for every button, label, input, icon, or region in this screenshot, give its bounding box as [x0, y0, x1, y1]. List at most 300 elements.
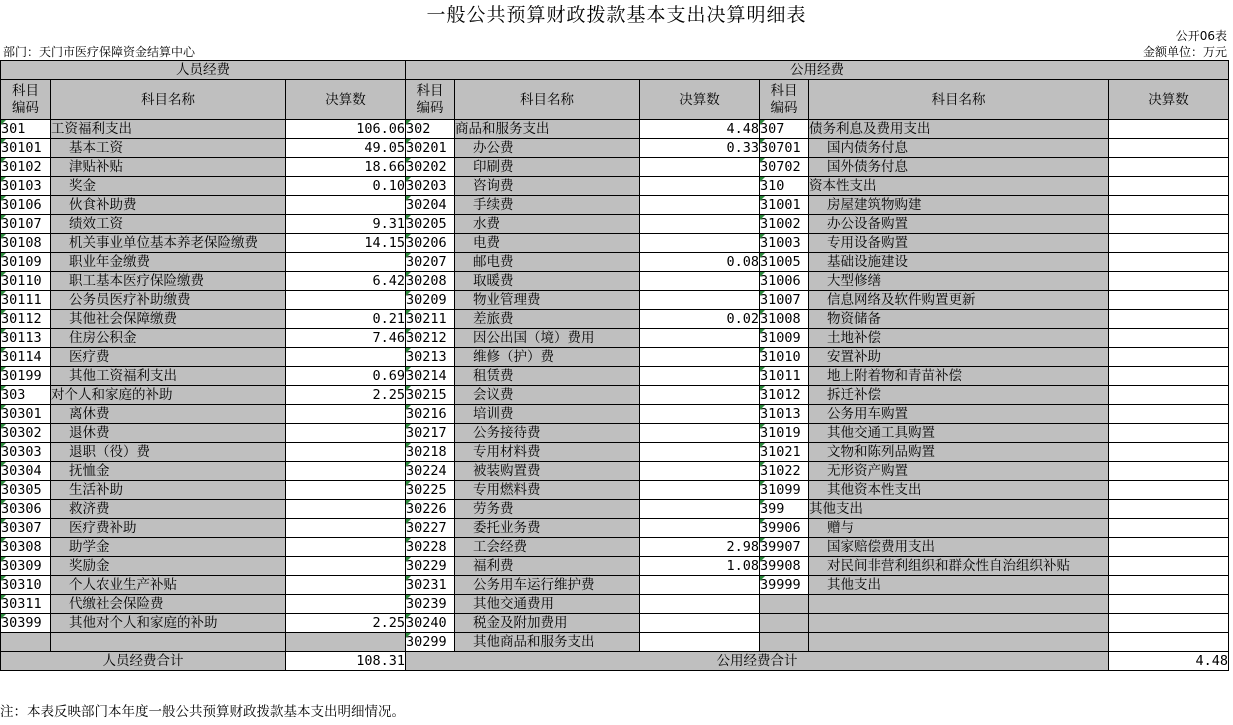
- row-code: 30302: [1, 424, 51, 443]
- row-amount: [640, 633, 760, 652]
- row-code: 30225: [406, 481, 455, 500]
- row-code: 30309: [1, 557, 51, 576]
- row-code: 30701: [760, 139, 809, 158]
- row-code: 30113: [1, 329, 51, 348]
- row-amount: [286, 576, 406, 595]
- table-row: [1, 253, 1229, 272]
- row-name: 工会经费: [455, 538, 640, 557]
- row-name: 其他支出: [809, 500, 1109, 519]
- row-name: 抚恤金: [51, 462, 286, 481]
- row-code: 30205: [406, 215, 455, 234]
- row-name: 取暖费: [455, 272, 640, 291]
- row-amount: [1109, 633, 1229, 652]
- row-amount: 7.46: [286, 329, 406, 348]
- row-name: 公务接待费: [455, 424, 640, 443]
- row-code: 30111: [1, 291, 51, 310]
- row-code: 30213: [406, 348, 455, 367]
- header-amount: 决算数: [1109, 80, 1229, 120]
- row-name: 培训费: [455, 405, 640, 424]
- row-name: 地上附着物和青苗补偿: [809, 367, 1109, 386]
- row-code: 30207: [406, 253, 455, 272]
- row-amount: [640, 234, 760, 253]
- row-code: 31019: [760, 424, 809, 443]
- row-name: 其他社会保障缴费: [51, 310, 286, 329]
- row-name: 安置补助: [809, 348, 1109, 367]
- row-amount: [1109, 519, 1229, 538]
- row-name: 工资福利支出: [51, 120, 286, 139]
- row-amount: [1109, 424, 1229, 443]
- row-code: 30201: [406, 139, 455, 158]
- row-name: 对民间非营利组织和群众性自治组织补贴: [809, 557, 1109, 576]
- table-row: [1, 633, 1229, 652]
- row-code: 31008: [760, 310, 809, 329]
- row-code: 30103: [1, 177, 51, 196]
- row-name: 国内债务付息: [809, 139, 1109, 158]
- header-name: 科目名称: [809, 80, 1109, 120]
- row-name: [809, 614, 1109, 633]
- row-name: 维修（护）费: [455, 348, 640, 367]
- row-amount: 14.15: [286, 234, 406, 253]
- row-code: 30217: [406, 424, 455, 443]
- page-title: 一般公共预算财政拨款基本支出决算明细表: [426, 4, 807, 26]
- row-code: 30308: [1, 538, 51, 557]
- row-name: 手续费: [455, 196, 640, 215]
- row-amount: [286, 462, 406, 481]
- row-code: [760, 614, 809, 633]
- row-name: 资本性支出: [809, 177, 1109, 196]
- table-number: 公开06表: [1175, 29, 1227, 43]
- header-name: 科目名称: [51, 80, 286, 120]
- row-amount: [640, 272, 760, 291]
- row-name: 助学金: [51, 538, 286, 557]
- table-row: [1, 234, 1229, 253]
- row-code: 30303: [1, 443, 51, 462]
- row-code: 30208: [406, 272, 455, 291]
- row-code: 30216: [406, 405, 455, 424]
- row-amount: [1109, 310, 1229, 329]
- row-name: 信息网络及软件购置更新: [809, 291, 1109, 310]
- table-row: [1, 462, 1229, 481]
- row-amount: 0.02: [640, 310, 760, 329]
- table-row: [1, 519, 1229, 538]
- row-code: 31010: [760, 348, 809, 367]
- section-public: 公用经费: [406, 61, 1229, 80]
- header-code: 科目 编码: [1, 80, 51, 120]
- table-row: [1, 538, 1229, 557]
- row-code: 30206: [406, 234, 455, 253]
- row-name: 物业管理费: [455, 291, 640, 310]
- row-code: 399: [760, 500, 809, 519]
- row-code: 30214: [406, 367, 455, 386]
- table-row: [1, 557, 1229, 576]
- row-amount: [640, 329, 760, 348]
- row-amount: [286, 253, 406, 272]
- row-code: 30202: [406, 158, 455, 177]
- row-name: 大型修缮: [809, 272, 1109, 291]
- row-name: 奖励金: [51, 557, 286, 576]
- row-code: [1, 633, 51, 652]
- row-amount: 0.21: [286, 310, 406, 329]
- row-amount: [1109, 120, 1229, 139]
- table-row: [1, 177, 1229, 196]
- row-amount: [1109, 158, 1229, 177]
- row-amount: [286, 424, 406, 443]
- row-code: 31099: [760, 481, 809, 500]
- row-amount: [1109, 272, 1229, 291]
- row-code: 30106: [1, 196, 51, 215]
- row-name: 无形资产购置: [809, 462, 1109, 481]
- row-amount: [286, 538, 406, 557]
- row-amount: [1109, 177, 1229, 196]
- row-name: 水费: [455, 215, 640, 234]
- row-code: 30228: [406, 538, 455, 557]
- row-name: 国家赔偿费用支出: [809, 538, 1109, 557]
- row-amount: [286, 557, 406, 576]
- row-name: 伙食补助费: [51, 196, 286, 215]
- row-code: 30218: [406, 443, 455, 462]
- row-name: 赠与: [809, 519, 1109, 538]
- header-code: 科目 编码: [760, 80, 809, 120]
- row-amount: [286, 481, 406, 500]
- table-row: [1, 329, 1229, 348]
- totals-row: [1, 652, 1229, 671]
- row-amount: 0.08: [640, 253, 760, 272]
- row-name: 专用燃料费: [455, 481, 640, 500]
- row-amount: [1109, 500, 1229, 519]
- row-amount: [286, 633, 406, 652]
- row-amount: [286, 196, 406, 215]
- table-row: [1, 158, 1229, 177]
- row-code: 30204: [406, 196, 455, 215]
- row-amount: [286, 519, 406, 538]
- row-name: 对个人和家庭的补助: [51, 386, 286, 405]
- row-amount: [640, 576, 760, 595]
- row-amount: [640, 424, 760, 443]
- row-name: 津贴补贴: [51, 158, 286, 177]
- row-name: 公务员医疗补助缴费: [51, 291, 286, 310]
- row-amount: 0.10: [286, 177, 406, 196]
- row-name: 其他对个人和家庭的补助: [51, 614, 286, 633]
- row-amount: [1109, 595, 1229, 614]
- personnel-total-label: 人员经费合计: [1, 652, 286, 671]
- row-code: 30110: [1, 272, 51, 291]
- row-name: 国外债务付息: [809, 158, 1109, 177]
- row-code: 31001: [760, 196, 809, 215]
- row-name: 公务用车购置: [809, 405, 1109, 424]
- header-code: 科目 编码: [406, 80, 455, 120]
- row-name: 基本工资: [51, 139, 286, 158]
- row-amount: 0.33: [640, 139, 760, 158]
- row-amount: [640, 386, 760, 405]
- row-amount: [1109, 538, 1229, 557]
- row-code: [760, 633, 809, 652]
- table-row: [1, 443, 1229, 462]
- row-name: 专用设备购置: [809, 234, 1109, 253]
- row-name: [809, 633, 1109, 652]
- row-amount: 6.42: [286, 272, 406, 291]
- row-name: [51, 633, 286, 652]
- row-amount: [640, 443, 760, 462]
- row-name: 救济费: [51, 500, 286, 519]
- row-amount: [1109, 291, 1229, 310]
- row-amount: [640, 291, 760, 310]
- table-row: [1, 196, 1229, 215]
- row-code: 30211: [406, 310, 455, 329]
- row-amount: 1.08: [640, 557, 760, 576]
- row-name: 奖金: [51, 177, 286, 196]
- row-code: 30702: [760, 158, 809, 177]
- table-row: [1, 386, 1229, 405]
- row-amount: [640, 215, 760, 234]
- header-amount: 决算数: [286, 80, 406, 120]
- row-amount: [1109, 557, 1229, 576]
- table-row: [1, 576, 1229, 595]
- table-row: [1, 139, 1229, 158]
- row-name: 办公费: [455, 139, 640, 158]
- row-code: 30107: [1, 215, 51, 234]
- row-code: 31012: [760, 386, 809, 405]
- row-name: 其他支出: [809, 576, 1109, 595]
- row-amount: 9.31: [286, 215, 406, 234]
- row-code: 30399: [1, 614, 51, 633]
- row-code: 31013: [760, 405, 809, 424]
- row-name: 其他商品和服务支出: [455, 633, 640, 652]
- row-amount: [640, 348, 760, 367]
- row-name: 福利费: [455, 557, 640, 576]
- row-code: 31011: [760, 367, 809, 386]
- section-personnel: 人员经费: [1, 61, 406, 80]
- table-row: [1, 614, 1229, 633]
- row-code: 301: [1, 120, 51, 139]
- table-row: [1, 424, 1229, 443]
- row-amount: [1109, 253, 1229, 272]
- row-name: 代缴社会保险费: [51, 595, 286, 614]
- row-name: 租赁费: [455, 367, 640, 386]
- header-name: 科目名称: [455, 80, 640, 120]
- personnel-total-value: 108.31: [286, 652, 406, 671]
- row-code: 30311: [1, 595, 51, 614]
- row-amount: [1109, 386, 1229, 405]
- row-code: 39999: [760, 576, 809, 595]
- row-amount: 0.69: [286, 367, 406, 386]
- row-amount: [286, 500, 406, 519]
- table-row: [1, 310, 1229, 329]
- row-code: 30109: [1, 253, 51, 272]
- row-code: 30102: [1, 158, 51, 177]
- row-name: 商品和服务支出: [455, 120, 640, 139]
- row-code: 30203: [406, 177, 455, 196]
- row-name: 印刷费: [455, 158, 640, 177]
- row-amount: [1109, 367, 1229, 386]
- row-code: 30239: [406, 595, 455, 614]
- row-code: 30227: [406, 519, 455, 538]
- row-code: 30310: [1, 576, 51, 595]
- table-row: [1, 272, 1229, 291]
- row-code: [760, 595, 809, 614]
- row-code: 30304: [1, 462, 51, 481]
- table-row: [1, 405, 1229, 424]
- row-amount: [640, 367, 760, 386]
- row-name: 税金及附加费用: [455, 614, 640, 633]
- row-code: 307: [760, 120, 809, 139]
- table-row: [1, 500, 1229, 519]
- header-amount: 决算数: [640, 80, 760, 120]
- row-amount: [1109, 348, 1229, 367]
- table-row: [1, 481, 1229, 500]
- row-code: 39907: [760, 538, 809, 557]
- row-name: 因公出国（境）费用: [455, 329, 640, 348]
- row-amount: [640, 500, 760, 519]
- row-amount: 106.06: [286, 120, 406, 139]
- row-amount: [1109, 234, 1229, 253]
- row-amount: 2.25: [286, 386, 406, 405]
- row-name: 土地补偿: [809, 329, 1109, 348]
- row-amount: [640, 158, 760, 177]
- row-code: 30114: [1, 348, 51, 367]
- public-total-value: 4.48: [1109, 652, 1229, 671]
- row-name: 基础设施建设: [809, 253, 1109, 272]
- department-label: 部门：天门市医疗保障资金结算中心: [3, 45, 196, 59]
- row-name: 医疗费补助: [51, 519, 286, 538]
- row-name: 被装购置费: [455, 462, 640, 481]
- row-amount: [1109, 329, 1229, 348]
- row-name: 劳务费: [455, 500, 640, 519]
- row-amount: [286, 291, 406, 310]
- row-name: 物资储备: [809, 310, 1109, 329]
- row-name: 邮电费: [455, 253, 640, 272]
- expenditure-table: [0, 60, 1229, 671]
- row-name: 退职（役）费: [51, 443, 286, 462]
- row-name: 文物和陈列品购置: [809, 443, 1109, 462]
- row-code: 310: [760, 177, 809, 196]
- row-name: 拆迁补偿: [809, 386, 1109, 405]
- row-name: 住房公积金: [51, 329, 286, 348]
- row-code: 31007: [760, 291, 809, 310]
- row-amount: [286, 405, 406, 424]
- row-name: 会议费: [455, 386, 640, 405]
- row-name: 生活补助: [51, 481, 286, 500]
- row-name: 职业年金缴费: [51, 253, 286, 272]
- row-name: 医疗费: [51, 348, 286, 367]
- row-code: 30226: [406, 500, 455, 519]
- row-code: 31003: [760, 234, 809, 253]
- row-name: 其他交通工具购置: [809, 424, 1109, 443]
- row-code: 31009: [760, 329, 809, 348]
- row-code: 31022: [760, 462, 809, 481]
- row-amount: [1109, 139, 1229, 158]
- footnote: 注：本表反映部门本年度一般公共预算财政拨款基本支出明细情况。: [0, 704, 405, 720]
- row-code: 30209: [406, 291, 455, 310]
- table-row: [1, 291, 1229, 310]
- row-amount: [640, 481, 760, 500]
- row-code: 31005: [760, 253, 809, 272]
- row-amount: 2.98: [640, 538, 760, 557]
- row-code: 30112: [1, 310, 51, 329]
- row-code: 39906: [760, 519, 809, 538]
- row-amount: 2.25: [286, 614, 406, 633]
- row-amount: 4.48: [640, 120, 760, 139]
- row-name: 委托业务费: [455, 519, 640, 538]
- row-name: 个人农业生产补贴: [51, 576, 286, 595]
- row-code: 30224: [406, 462, 455, 481]
- row-amount: [640, 177, 760, 196]
- row-name: [809, 595, 1109, 614]
- table-row: [1, 367, 1229, 386]
- table-row: [1, 595, 1229, 614]
- row-code: 30306: [1, 500, 51, 519]
- row-name: 退休费: [51, 424, 286, 443]
- row-amount: 18.66: [286, 158, 406, 177]
- row-amount: 49.05: [286, 139, 406, 158]
- row-code: 39908: [760, 557, 809, 576]
- row-code: 30212: [406, 329, 455, 348]
- row-name: 办公设备购置: [809, 215, 1109, 234]
- row-name: 绩效工资: [51, 215, 286, 234]
- row-code: 30215: [406, 386, 455, 405]
- row-amount: [640, 462, 760, 481]
- row-code: 30108: [1, 234, 51, 253]
- row-amount: [1109, 481, 1229, 500]
- row-code: 30301: [1, 405, 51, 424]
- row-code: 30229: [406, 557, 455, 576]
- row-amount: [1109, 462, 1229, 481]
- row-name: 电费: [455, 234, 640, 253]
- row-name: 差旅费: [455, 310, 640, 329]
- row-name: 公务用车运行维护费: [455, 576, 640, 595]
- row-code: 302: [406, 120, 455, 139]
- row-code: 30299: [406, 633, 455, 652]
- table-row: [1, 120, 1229, 139]
- row-amount: [640, 519, 760, 538]
- row-code: 30305: [1, 481, 51, 500]
- row-name: 咨询费: [455, 177, 640, 196]
- row-name: 机关事业单位基本养老保险缴费: [51, 234, 286, 253]
- row-amount: [1109, 196, 1229, 215]
- row-name: 职工基本医疗保险缴费: [51, 272, 286, 291]
- row-code: 31006: [760, 272, 809, 291]
- row-code: 30240: [406, 614, 455, 633]
- row-amount: [640, 595, 760, 614]
- row-amount: [640, 614, 760, 633]
- row-code: 30101: [1, 139, 51, 158]
- row-name: 其他工资福利支出: [51, 367, 286, 386]
- row-code: 31002: [760, 215, 809, 234]
- row-code: 31021: [760, 443, 809, 462]
- row-amount: [1109, 576, 1229, 595]
- row-code: 303: [1, 386, 51, 405]
- row-amount: [640, 196, 760, 215]
- row-amount: [286, 348, 406, 367]
- row-name: 其他资本性支出: [809, 481, 1109, 500]
- row-amount: [286, 595, 406, 614]
- table-row: [1, 215, 1229, 234]
- public-total-label: 公用经费合计: [406, 652, 1109, 671]
- table-row: [1, 348, 1229, 367]
- row-name: 债务利息及费用支出: [809, 120, 1109, 139]
- row-name: 离休费: [51, 405, 286, 424]
- row-amount: [286, 443, 406, 462]
- row-amount: [1109, 215, 1229, 234]
- row-amount: [1109, 443, 1229, 462]
- row-name: 其他交通费用: [455, 595, 640, 614]
- row-amount: [1109, 405, 1229, 424]
- row-code: 30199: [1, 367, 51, 386]
- row-amount: [640, 405, 760, 424]
- row-name: 房屋建筑物购建: [809, 196, 1109, 215]
- row-name: 专用材料费: [455, 443, 640, 462]
- unit-label: 金额单位：万元: [1142, 45, 1227, 59]
- row-code: 30307: [1, 519, 51, 538]
